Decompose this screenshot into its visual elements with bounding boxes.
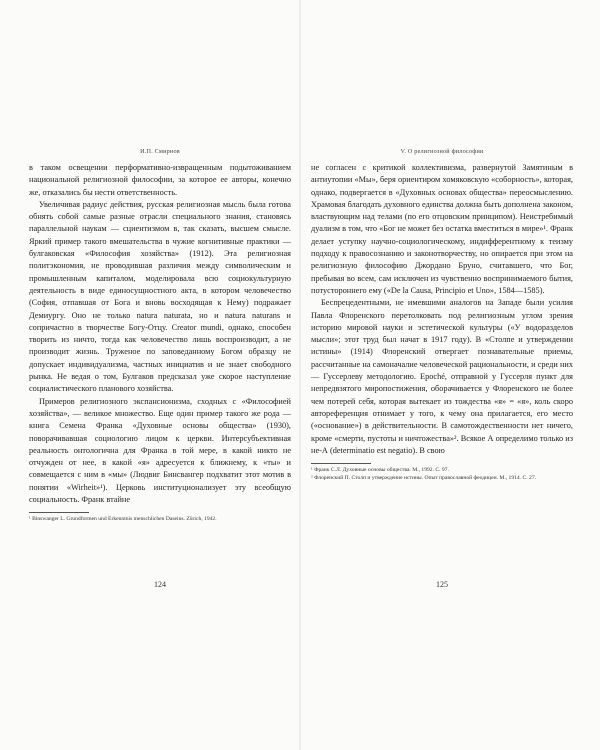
footnote-separator	[29, 512, 89, 513]
running-head-right: V. О религиозной философии	[400, 148, 484, 155]
right-page-body	[311, 162, 573, 457]
left-page-body	[29, 162, 291, 506]
paragraph: Увеличивая радиус действия, русская религиозная мысль была готова обнять собой самые разные отрасли специального знания, становясь параллельной наукам — сциентизмом в, так сказать, высшем смысле. Яркий пример такого вмешательства в чужие когнитивные практики — булгаковская «Философия хозяйства» (1912). Эта религиозная политэкономия, не проводившая различия между символическим и промышленным капиталом, моделировала всю социокультурную деятельность в виде единосущностного акта, в котором человечество (София, отпавшая от Бога и вновь восходящая к Нему) подражает Демиургу. Оно не только natura naturata, но и natura naturans и сопричастно в творчестве Богу-Отцу. Creator mundi, однако, способен творить из ничто, тогда как человечество лишь воспроизводит, а не производит жизнь. Труженое по заповеданному Богом образцу не допускает индивидуализма, частных инициатив и не знает свободного рынка. Не ведая о том, Булгаков предсказал уже скорое наступление социалистического планового хозяйства.	[29, 199, 291, 394]
page-number-left: 124	[154, 580, 166, 589]
right-page	[311, 148, 573, 482]
book-gutter	[299, 0, 301, 750]
paragraph: Примеров религиозного экспансионизма, сходных с «Философией хозяйства», — великое множество. Еще один пример такого же рода — книга Семена Франка «Духовные основы общества» (1930), поворачивавшая социологию лицом к церкви. Интерсубъективная реальность онтологична для Франка в той мере, в какой никто не отчужден от нее, в какой «я» адресуется к ближнему, к «ты» и совмещается с ним в «мы» (Людвиг Бинсвангер подхватит этот мотив в понятии «Wirheit»¹). Церковь институционализует эту всеобщую социальность. Франк втайне	[29, 396, 291, 505]
footnote: ² Флоренский П. Столп и утверждение истины. Опыт православной феодицеи. М., 1914. С. 27.	[311, 474, 537, 481]
paragraph: Беспрецедентными, не имевшими аналогов на Западе были усилия Павла Флоренского перетолковать под религиозным углом зрения историю мировой науки и эстетической культуры («У водоразделов мысли»; этот труд был начат в 1917 году). В «Столпе и утверждении истины» (1914) Флоренский отвергает познавательные приемы, рассчитанные на самоначалие человеческой рациональности, и среди них — Гуссерлеву методологию. Epoché, отправной у Гуссерля пункт для непредвзятого миропостижения, оборачивается у Флоренского не более чем потерей себя, которая вытекает из тождества «я» = «я», коль скоро автореференция отнимает у того, к чему она прилагается, его место («основание») в действительности. В самотождественности нет ничего, кроме «смерти, пустоты и ничтожества»². Всякое А определимо только из не-А (determinatio est negatio). В свою	[311, 298, 573, 455]
footnote: ¹ Франк С.Л. Духовные основы общества. М., 1992. С. 97.	[311, 467, 449, 474]
paragraph: не согласен с критикой коллективизма, развернутой Замятиным в антиутопии «Мы», беря ориентиром хомяковскую «соборность», которая, однако, подвергается в «Духовных основах общества» переосмыслению. Храмовая благодать духовного единства должна быть дополнена законом, властвующим над телами (по его отцовским принципом). Неистребимый дуализм в том, что «Бог не может без остатка вместиться в мире»¹. Франк делает уступку научно-социологическому, индифферентному к теизму подходу к правосознанию и законотворчеству, но опирается при этом на религиозную философию Джордано Бруно, считавшего, что Бог, пребывая во всем, сам исключен из чувственно воспринимаемого бытия, потустороннего ему («De la Causa, Principio et Uno», 1584—1585).	[311, 163, 573, 295]
page-number-right: 125	[436, 580, 448, 589]
left-page	[29, 148, 291, 524]
paragraph: в таком освещении перформативно-извращенным подытоживанием национальной религиозной философии, за которое ее авторы, конечно же, отказались бы нести ответственность.	[29, 163, 291, 197]
footnote: ¹ Binswanger L. Grundformen und Erkenntnis menschlichen Daseins. Zürich, 1942.	[29, 516, 217, 523]
footnote-separator	[311, 463, 371, 464]
running-head-left: И.П. Смирнов	[140, 148, 180, 155]
